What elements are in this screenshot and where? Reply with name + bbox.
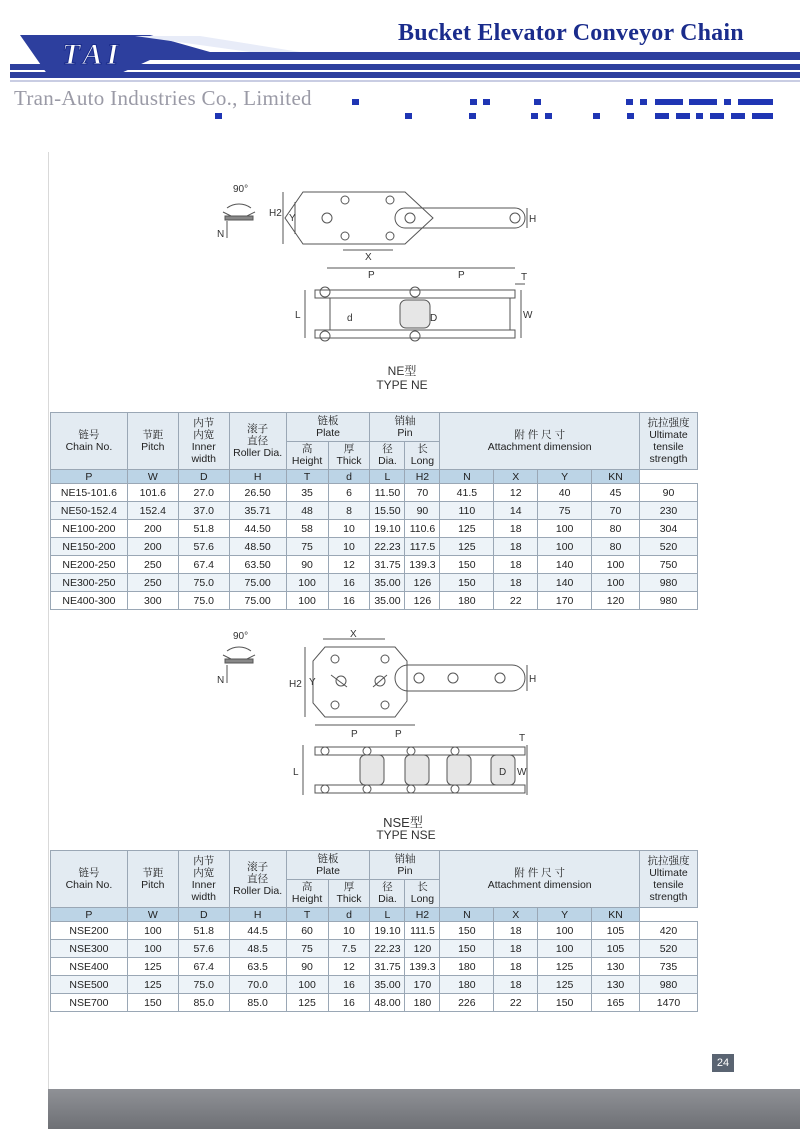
unit-cell: d bbox=[328, 470, 370, 484]
th-attach-cn: 附 件 尺 寸 bbox=[514, 867, 566, 879]
unit-cell: T bbox=[286, 908, 328, 922]
ne-spec-table bbox=[50, 412, 698, 610]
spec-cell: 18 bbox=[494, 958, 538, 976]
spec-cell: 125 bbox=[538, 958, 592, 976]
th-dia-cn: 径 bbox=[382, 881, 393, 894]
th-pin-cn: 销轴 bbox=[394, 852, 416, 865]
nse-l-label: L bbox=[293, 767, 299, 778]
spec-cell: 735 bbox=[639, 958, 697, 976]
table-row bbox=[51, 538, 698, 556]
th-long-en: Long bbox=[410, 455, 435, 468]
spec-cell: 70 bbox=[592, 502, 640, 520]
spec-cell: 125 bbox=[127, 958, 178, 976]
ne-w-label: W bbox=[523, 310, 533, 321]
chain-number-cell: NE100-200 bbox=[51, 520, 128, 538]
table-row bbox=[51, 592, 698, 610]
unit-cell: D bbox=[178, 908, 229, 922]
th-thick-en: Thick bbox=[336, 893, 362, 906]
nse-n-label: N bbox=[217, 675, 225, 686]
spec-cell: 130 bbox=[592, 958, 640, 976]
unit-cell: P bbox=[51, 908, 128, 922]
table-row bbox=[51, 976, 698, 994]
table-row bbox=[51, 484, 698, 502]
unit-cell: H2 bbox=[405, 470, 440, 484]
unit-cell: L bbox=[370, 908, 405, 922]
ne-p2-label: P bbox=[458, 270, 465, 281]
spec-cell: 18 bbox=[494, 520, 538, 538]
unit-cell: KN bbox=[592, 470, 640, 484]
spec-cell: 180 bbox=[440, 592, 494, 610]
th-ult-cn: 抗拉强度 bbox=[647, 417, 690, 429]
unit-cell: H2 bbox=[405, 908, 440, 922]
spec-cell: 111.5 bbox=[405, 922, 440, 940]
spec-cell: 70 bbox=[405, 484, 440, 502]
unit-cell: L bbox=[370, 470, 405, 484]
spec-cell: 520 bbox=[639, 940, 697, 958]
spec-cell: 100 bbox=[538, 538, 592, 556]
spec-cell: 150 bbox=[440, 574, 494, 592]
nse-y-label: Y bbox=[309, 677, 316, 688]
spec-cell: 125 bbox=[538, 976, 592, 994]
chain-number-cell: NSE500 bbox=[51, 976, 128, 994]
spec-cell: 45 bbox=[592, 484, 640, 502]
th-pin-en: Pin bbox=[397, 864, 413, 877]
spec-cell: 90 bbox=[286, 556, 328, 574]
unit-cell: H bbox=[229, 908, 286, 922]
spec-cell: 90 bbox=[286, 958, 328, 976]
nse-h2-label: H2 bbox=[289, 679, 302, 690]
nse-spec-table bbox=[50, 850, 698, 1012]
spec-cell: 40 bbox=[538, 484, 592, 502]
ne-type-en: TYPE NE bbox=[376, 378, 428, 392]
spec-cell: 70.0 bbox=[229, 976, 286, 994]
ne-table-body bbox=[51, 484, 698, 610]
th-roller-en: Roller Dia. bbox=[233, 885, 283, 897]
ne-l-label: L bbox=[295, 310, 301, 321]
spec-cell: 165 bbox=[592, 994, 640, 1012]
spec-cell: 80 bbox=[592, 538, 640, 556]
spec-cell: 16 bbox=[328, 592, 370, 610]
spec-cell: 126 bbox=[405, 574, 440, 592]
ne-d-small-label: d bbox=[347, 313, 353, 324]
spec-cell: 152.4 bbox=[127, 502, 178, 520]
spec-cell: 10 bbox=[328, 520, 370, 538]
spec-cell: 100 bbox=[127, 922, 178, 940]
spec-cell: 16 bbox=[328, 994, 370, 1012]
spec-cell: 10 bbox=[328, 538, 370, 556]
table-row bbox=[51, 556, 698, 574]
th-attach-cn: 附 件 尺 寸 bbox=[514, 429, 566, 441]
spec-cell: 22 bbox=[494, 994, 538, 1012]
th-long-cn: 长 bbox=[417, 443, 428, 456]
spec-cell: 14 bbox=[494, 502, 538, 520]
spec-cell: 67.4 bbox=[178, 556, 229, 574]
th-plate-en: Plate bbox=[316, 864, 340, 877]
th-chain-en: Chain No. bbox=[65, 879, 113, 891]
spec-cell: 35 bbox=[286, 484, 328, 502]
spec-cell: 125 bbox=[127, 976, 178, 994]
spec-cell: 19.10 bbox=[370, 922, 405, 940]
spec-cell: 180 bbox=[440, 958, 494, 976]
page-title: Bucket Elevator Conveyor Chain bbox=[398, 20, 744, 46]
nse-attachment-drawing bbox=[215, 625, 535, 810]
spec-cell: 100 bbox=[592, 556, 640, 574]
unit-cell: Y bbox=[538, 470, 592, 484]
th-long-en: Long bbox=[410, 893, 435, 906]
th-width-cn: 内节 内宽 bbox=[193, 855, 215, 879]
spec-cell: 100 bbox=[286, 976, 328, 994]
spec-cell: 126 bbox=[405, 592, 440, 610]
spec-cell: 200 bbox=[127, 520, 178, 538]
chain-number-cell: NSE300 bbox=[51, 940, 128, 958]
th-attach-en: Attachment dimension bbox=[487, 879, 592, 891]
table-row bbox=[51, 958, 698, 976]
spec-cell: 100 bbox=[286, 592, 328, 610]
th-ult-en: Ultimate tensile strength bbox=[649, 429, 688, 465]
th-pitch-cn: 节距 bbox=[142, 429, 164, 441]
nse-angle-label: 90° bbox=[233, 631, 249, 642]
spec-cell: 75.0 bbox=[178, 592, 229, 610]
unit-cell: X bbox=[494, 470, 538, 484]
nse-x-label: X bbox=[350, 629, 357, 640]
spec-cell: 110 bbox=[440, 502, 494, 520]
chain-number-cell: NE15-101.6 bbox=[51, 484, 128, 502]
spec-cell: 520 bbox=[639, 538, 697, 556]
spec-cell: 980 bbox=[639, 976, 697, 994]
chain-number-cell: NE50-152.4 bbox=[51, 502, 128, 520]
spec-cell: 12 bbox=[328, 556, 370, 574]
spec-cell: 110.6 bbox=[405, 520, 440, 538]
th-roller-en: Roller Dia. bbox=[233, 447, 283, 459]
spec-cell: 140 bbox=[538, 556, 592, 574]
unit-cell: KN bbox=[592, 908, 640, 922]
spec-cell: 18 bbox=[494, 574, 538, 592]
spec-cell: 120 bbox=[592, 592, 640, 610]
spec-cell: 44.50 bbox=[229, 520, 286, 538]
spec-cell: 37.0 bbox=[178, 502, 229, 520]
spec-cell: 100 bbox=[127, 940, 178, 958]
spec-cell: 100 bbox=[286, 574, 328, 592]
chain-number-cell: NSE200 bbox=[51, 922, 128, 940]
spec-cell: 35.00 bbox=[370, 976, 405, 994]
ne-angle-label: 90° bbox=[233, 184, 249, 195]
unit-cell: Y bbox=[538, 908, 592, 922]
th-thick-cn: 厚 bbox=[343, 443, 355, 456]
spec-cell: 57.6 bbox=[178, 940, 229, 958]
chain-number-cell: NSE400 bbox=[51, 958, 128, 976]
th-chain-en: Chain No. bbox=[65, 441, 113, 453]
spec-cell: 100 bbox=[538, 922, 592, 940]
spec-cell: 26.50 bbox=[229, 484, 286, 502]
spec-cell: 180 bbox=[405, 994, 440, 1012]
ne-h-label: H bbox=[529, 214, 537, 225]
spec-cell: 139.3 bbox=[405, 958, 440, 976]
th-width-en: Inner width bbox=[191, 879, 216, 903]
spec-cell: 250 bbox=[127, 574, 178, 592]
th-height-cn: 高 bbox=[301, 443, 313, 456]
spec-cell: 35.00 bbox=[370, 574, 405, 592]
spec-cell: 100 bbox=[538, 940, 592, 958]
spec-cell: 18 bbox=[494, 940, 538, 958]
th-plate-en: Plate bbox=[316, 426, 340, 439]
spec-cell: 230 bbox=[639, 502, 697, 520]
th-height-en: Height bbox=[291, 893, 323, 906]
th-roller-cn: 滚子 直径 bbox=[247, 861, 269, 885]
table-row bbox=[51, 940, 698, 958]
nse-type-cn: NSE型 bbox=[383, 815, 423, 830]
ne-p1-label: P bbox=[368, 270, 375, 281]
ne-n-label: N bbox=[217, 229, 225, 240]
spec-cell: 48 bbox=[286, 502, 328, 520]
spec-cell: 170 bbox=[405, 976, 440, 994]
ne-t-label: T bbox=[521, 272, 528, 283]
spec-cell: 19.10 bbox=[370, 520, 405, 538]
spec-cell: 980 bbox=[639, 592, 697, 610]
spec-cell: 125 bbox=[440, 538, 494, 556]
nse-w-label: W bbox=[517, 767, 527, 778]
unit-row bbox=[51, 470, 698, 484]
spec-cell: 120 bbox=[405, 940, 440, 958]
th-height-cn: 高 bbox=[301, 881, 313, 894]
nse-t-label: T bbox=[519, 733, 526, 744]
spec-cell: 63.50 bbox=[229, 556, 286, 574]
th-thick-cn: 厚 bbox=[343, 881, 355, 894]
nse-h-label: H bbox=[529, 674, 537, 685]
unit-cell: W bbox=[127, 470, 178, 484]
spec-cell: 75.0 bbox=[178, 976, 229, 994]
spec-cell: 170 bbox=[538, 592, 592, 610]
spec-cell: 75.00 bbox=[229, 592, 286, 610]
chain-number-cell: NE300-250 bbox=[51, 574, 128, 592]
th-width-en: Inner width bbox=[191, 441, 216, 465]
th-dia-en: Dia. bbox=[378, 455, 397, 468]
spec-cell: 226 bbox=[440, 994, 494, 1012]
unit-row bbox=[51, 908, 698, 922]
spec-cell: 18 bbox=[494, 976, 538, 994]
spec-cell: 75.0 bbox=[178, 574, 229, 592]
spec-cell: 18 bbox=[494, 538, 538, 556]
spec-cell: 75 bbox=[286, 538, 328, 556]
spec-cell: 105 bbox=[592, 922, 640, 940]
table-row bbox=[51, 922, 698, 940]
spec-cell: 16 bbox=[328, 976, 370, 994]
spec-cell: 150 bbox=[127, 994, 178, 1012]
spec-cell: 1470 bbox=[639, 994, 697, 1012]
spec-cell: 63.5 bbox=[229, 958, 286, 976]
spec-cell: 58 bbox=[286, 520, 328, 538]
spec-cell: 150 bbox=[440, 556, 494, 574]
spec-cell: 80 bbox=[592, 520, 640, 538]
spec-cell: 85.0 bbox=[178, 994, 229, 1012]
th-long-cn: 长 bbox=[417, 881, 428, 894]
spec-cell: 48.5 bbox=[229, 940, 286, 958]
nse-type-en: TYPE NSE bbox=[376, 828, 436, 842]
spec-cell: 22.23 bbox=[370, 538, 405, 556]
th-pitch-cn: 节距 bbox=[142, 867, 164, 879]
th-plate-cn: 链板 bbox=[317, 414, 339, 427]
spec-cell: 140 bbox=[538, 574, 592, 592]
spec-cell: 15.50 bbox=[370, 502, 405, 520]
th-ult-cn: 抗拉强度 bbox=[647, 855, 690, 867]
spec-cell: 31.75 bbox=[370, 556, 405, 574]
th-chain-cn: 链号 bbox=[78, 867, 100, 879]
table-row bbox=[51, 994, 698, 1012]
ne-attachment-drawing bbox=[215, 180, 535, 360]
chain-number-cell: NSE700 bbox=[51, 994, 128, 1012]
spec-cell: 48.00 bbox=[370, 994, 405, 1012]
brand-logo: TAI bbox=[62, 38, 123, 71]
spec-cell: 90 bbox=[405, 502, 440, 520]
spec-cell: 100 bbox=[592, 574, 640, 592]
spec-cell: 150 bbox=[440, 922, 494, 940]
spec-cell: 16 bbox=[328, 574, 370, 592]
page-number: 24 bbox=[712, 1054, 734, 1072]
spec-cell: 44.5 bbox=[229, 922, 286, 940]
spec-cell: 18 bbox=[494, 556, 538, 574]
th-thick-en: Thick bbox=[336, 455, 362, 468]
spec-cell: 75.00 bbox=[229, 574, 286, 592]
spec-cell: 130 bbox=[592, 976, 640, 994]
spec-cell: 750 bbox=[639, 556, 697, 574]
unit-cell: W bbox=[127, 908, 178, 922]
ne-type-cn: NE型 bbox=[387, 364, 417, 378]
th-pitch-en: Pitch bbox=[141, 879, 165, 891]
table-row bbox=[51, 502, 698, 520]
spec-cell: 35.00 bbox=[370, 592, 405, 610]
spec-cell: 125 bbox=[440, 520, 494, 538]
th-dia-cn: 径 bbox=[382, 443, 393, 456]
spec-cell: 48.50 bbox=[229, 538, 286, 556]
spec-cell: 180 bbox=[440, 976, 494, 994]
spec-cell: 8 bbox=[328, 502, 370, 520]
spec-cell: 31.75 bbox=[370, 958, 405, 976]
spec-cell: 7.5 bbox=[328, 940, 370, 958]
spec-cell: 27.0 bbox=[178, 484, 229, 502]
th-width-cn: 内节 内宽 bbox=[193, 417, 215, 441]
nse-d-label: D bbox=[499, 767, 507, 778]
spec-cell: 100 bbox=[538, 520, 592, 538]
chain-number-cell: NE400-300 bbox=[51, 592, 128, 610]
th-attach-en: Attachment dimension bbox=[487, 441, 592, 453]
unit-cell: T bbox=[286, 470, 328, 484]
table-row bbox=[51, 574, 698, 592]
th-height-en: Height bbox=[291, 455, 323, 468]
nse-table-body bbox=[51, 922, 698, 1012]
spec-cell: 101.6 bbox=[127, 484, 178, 502]
th-pin-cn: 销轴 bbox=[394, 414, 416, 427]
company-name: Tran-Auto Industries Co., Limited bbox=[14, 86, 312, 110]
th-pin-en: Pin bbox=[397, 426, 413, 439]
spec-cell: 117.5 bbox=[405, 538, 440, 556]
nse-p1-label: P bbox=[351, 729, 358, 740]
spec-cell: 12 bbox=[328, 958, 370, 976]
spec-cell: 35.71 bbox=[229, 502, 286, 520]
th-chain-cn: 链号 bbox=[78, 429, 100, 441]
th-ult-en: Ultimate tensile strength bbox=[649, 867, 688, 903]
spec-cell: 6 bbox=[328, 484, 370, 502]
spec-cell: 150 bbox=[440, 940, 494, 958]
th-plate-cn: 链板 bbox=[317, 852, 339, 865]
chain-number-cell: NE200-250 bbox=[51, 556, 128, 574]
unit-cell: d bbox=[328, 908, 370, 922]
spec-cell: 139.3 bbox=[405, 556, 440, 574]
chain-number-cell: NE150-200 bbox=[51, 538, 128, 556]
spec-cell: 67.4 bbox=[178, 958, 229, 976]
spec-cell: 105 bbox=[592, 940, 640, 958]
spec-cell: 60 bbox=[286, 922, 328, 940]
unit-cell: P bbox=[51, 470, 128, 484]
spec-cell: 22 bbox=[494, 592, 538, 610]
th-roller-cn: 滚子 直径 bbox=[247, 423, 269, 447]
ne-d-big-label: D bbox=[430, 313, 438, 324]
spec-cell: 300 bbox=[127, 592, 178, 610]
spec-cell: 85.0 bbox=[229, 994, 286, 1012]
spec-cell: 10 bbox=[328, 922, 370, 940]
spec-cell: 90 bbox=[639, 484, 697, 502]
unit-cell: X bbox=[494, 908, 538, 922]
spec-cell: 51.8 bbox=[178, 520, 229, 538]
spec-cell: 150 bbox=[538, 994, 592, 1012]
spec-cell: 18 bbox=[494, 922, 538, 940]
spec-cell: 250 bbox=[127, 556, 178, 574]
unit-cell: N bbox=[440, 908, 494, 922]
spec-cell: 75 bbox=[286, 940, 328, 958]
unit-cell: H bbox=[229, 470, 286, 484]
spec-cell: 200 bbox=[127, 538, 178, 556]
spec-cell: 51.8 bbox=[178, 922, 229, 940]
spec-cell: 125 bbox=[286, 994, 328, 1012]
spec-cell: 75 bbox=[538, 502, 592, 520]
spec-cell: 420 bbox=[639, 922, 697, 940]
unit-cell: D bbox=[178, 470, 229, 484]
spec-cell: 11.50 bbox=[370, 484, 405, 502]
spec-cell: 22.23 bbox=[370, 940, 405, 958]
page-bottom-shadow bbox=[48, 1089, 800, 1129]
ne-h2-label: H2 bbox=[269, 208, 282, 219]
th-pitch-en: Pitch bbox=[141, 441, 165, 453]
ne-x-label: X bbox=[365, 252, 372, 263]
spec-cell: 57.6 bbox=[178, 538, 229, 556]
th-dia-en: Dia. bbox=[378, 893, 397, 906]
table-row bbox=[51, 520, 698, 538]
spec-cell: 41.5 bbox=[440, 484, 494, 502]
ne-y-label: Y bbox=[289, 213, 296, 224]
spec-cell: 304 bbox=[639, 520, 697, 538]
spec-cell: 12 bbox=[494, 484, 538, 502]
spec-cell: 980 bbox=[639, 574, 697, 592]
unit-cell: N bbox=[440, 470, 494, 484]
nse-p2-label: P bbox=[395, 729, 402, 740]
